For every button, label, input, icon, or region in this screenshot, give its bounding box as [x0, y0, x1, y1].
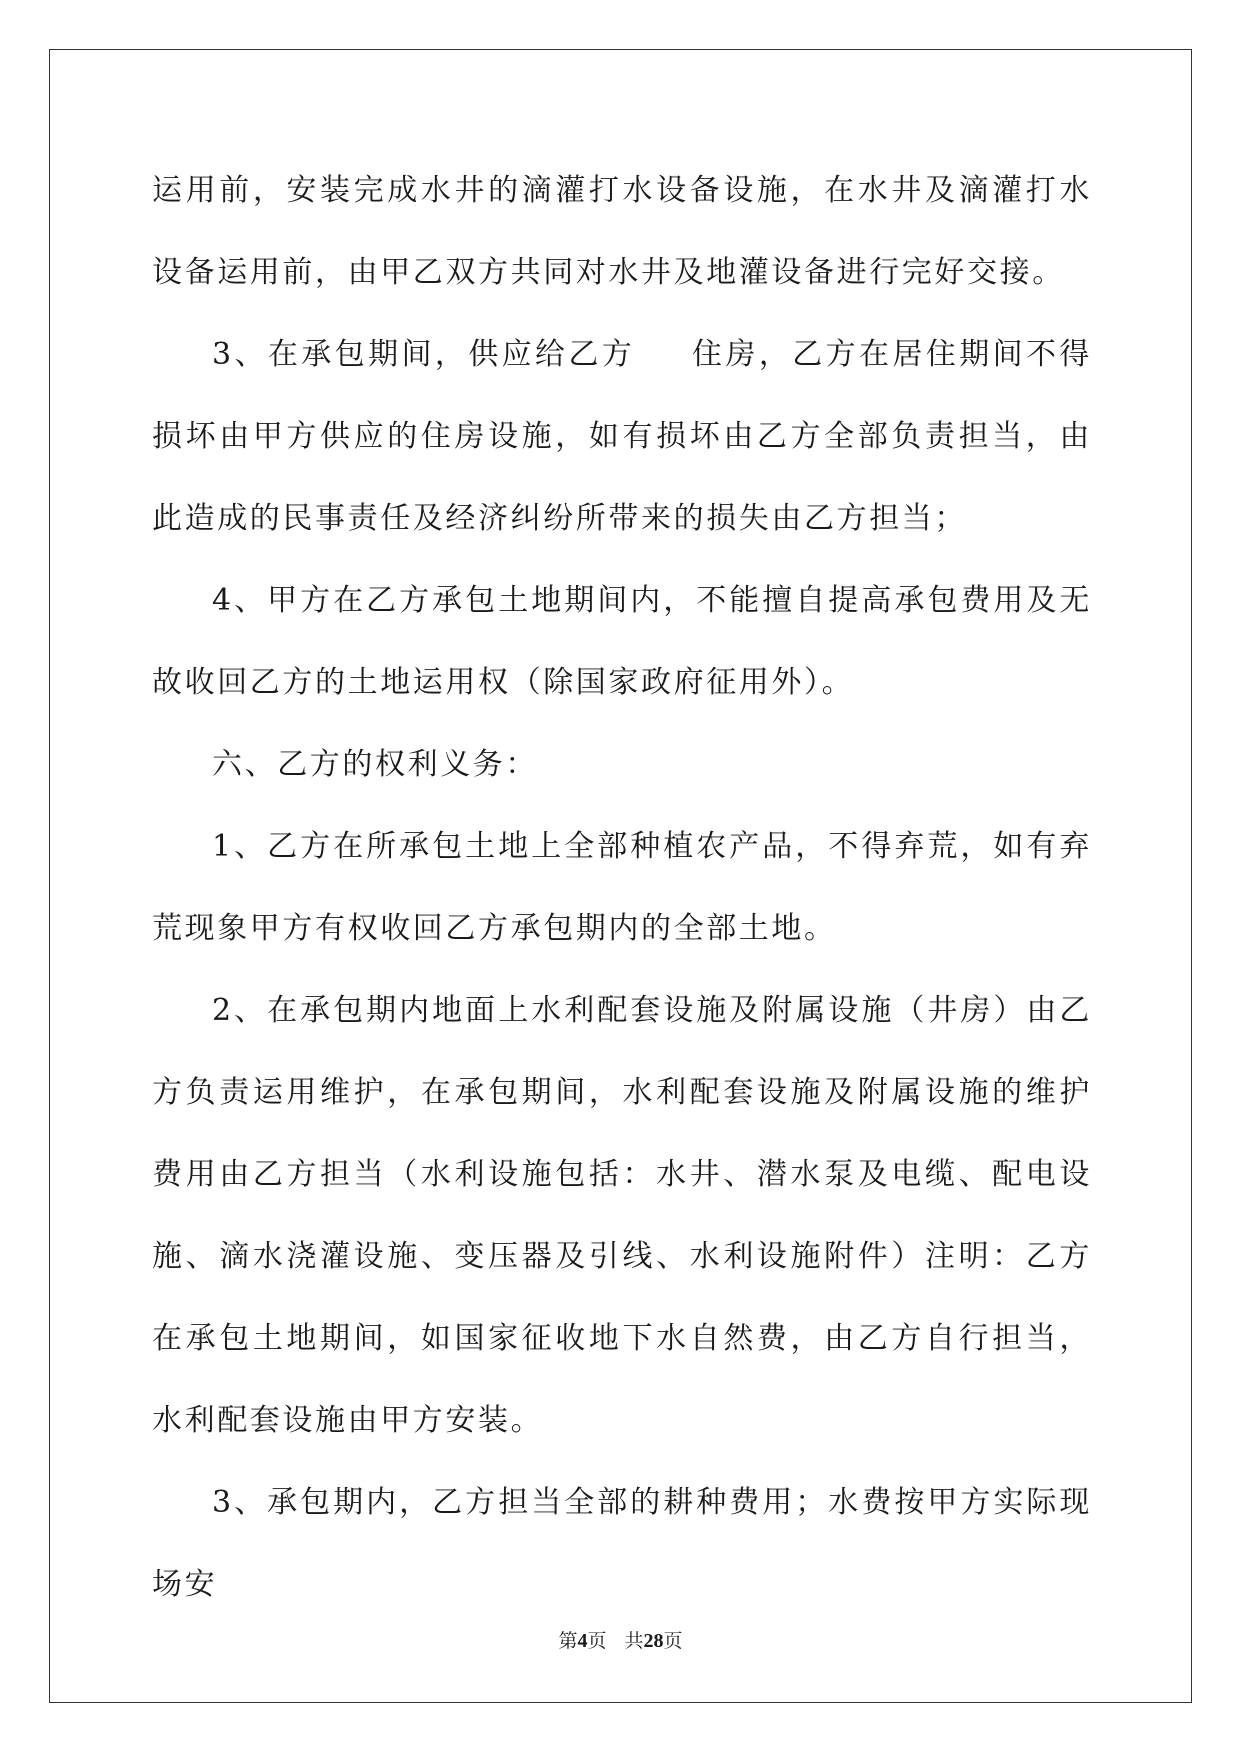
total-pages: 28	[643, 1630, 664, 1652]
section-heading-party-b-rights: 六、乙方的权利义务：	[212, 747, 538, 782]
paragraph-land-rights: 4、甲方在乙方承包土地期间内，不能擅自提高承包费用及无故收回乙方的土地运用权（除国家政府征用外）。	[152, 583, 1092, 700]
page-footer	[0, 1626, 1241, 1653]
page-suffix: 页	[587, 1631, 607, 1652]
paragraph-farming-costs: 3、承包期内，乙方担当全部的耕种费用；水费按甲方实际现场安	[152, 1485, 1092, 1602]
total-prefix: 共	[624, 1631, 644, 1652]
page-number: 4	[577, 1630, 588, 1652]
paragraph-planting: 1、乙方在所承包土地上全部种植农产品，不得弃荒，如有弃荒现象甲方有权收回乙方承包期内的全部土地。	[152, 829, 1092, 946]
paragraph-water-facilities: 2、在承包期内地面上水利配套设施及附属设施（井房）由乙方负责运用维护，在承包期间，水利配套设施及附属设施的维护费用由乙方担当（水利设施包括：水井、潜水泵及电缆、配电设施、滴水浇灌设施、变压器及引线、水利设施附件）注明：乙方在承包土地期间，如国家征收地下水自然费，由乙方自行担当，水利配套设施由甲方安装。	[152, 993, 1092, 1438]
paragraph-housing-part-a: 3、在承包期间，供应给乙方	[212, 337, 636, 372]
total-suffix: 页	[663, 1631, 683, 1652]
paragraph-housing	[152, 314, 1092, 560]
page-prefix: 第	[558, 1631, 578, 1652]
paragraph-housing-part-b: 住房，乙方在居住期间不得损坏由甲方供应的住房设施，如有损坏由乙方全部负责担当，由此造成的民事责任及经济纠纷所带来的损失由乙方担当；	[152, 337, 1093, 536]
document-body	[152, 150, 1092, 1626]
paragraph-handover: 运用前，安装完成水井的滴灌打水设备设施，在水井及滴灌打水设备运用前，由甲乙双方共同对水井及地灌设备进行完好交接。	[152, 173, 1092, 290]
